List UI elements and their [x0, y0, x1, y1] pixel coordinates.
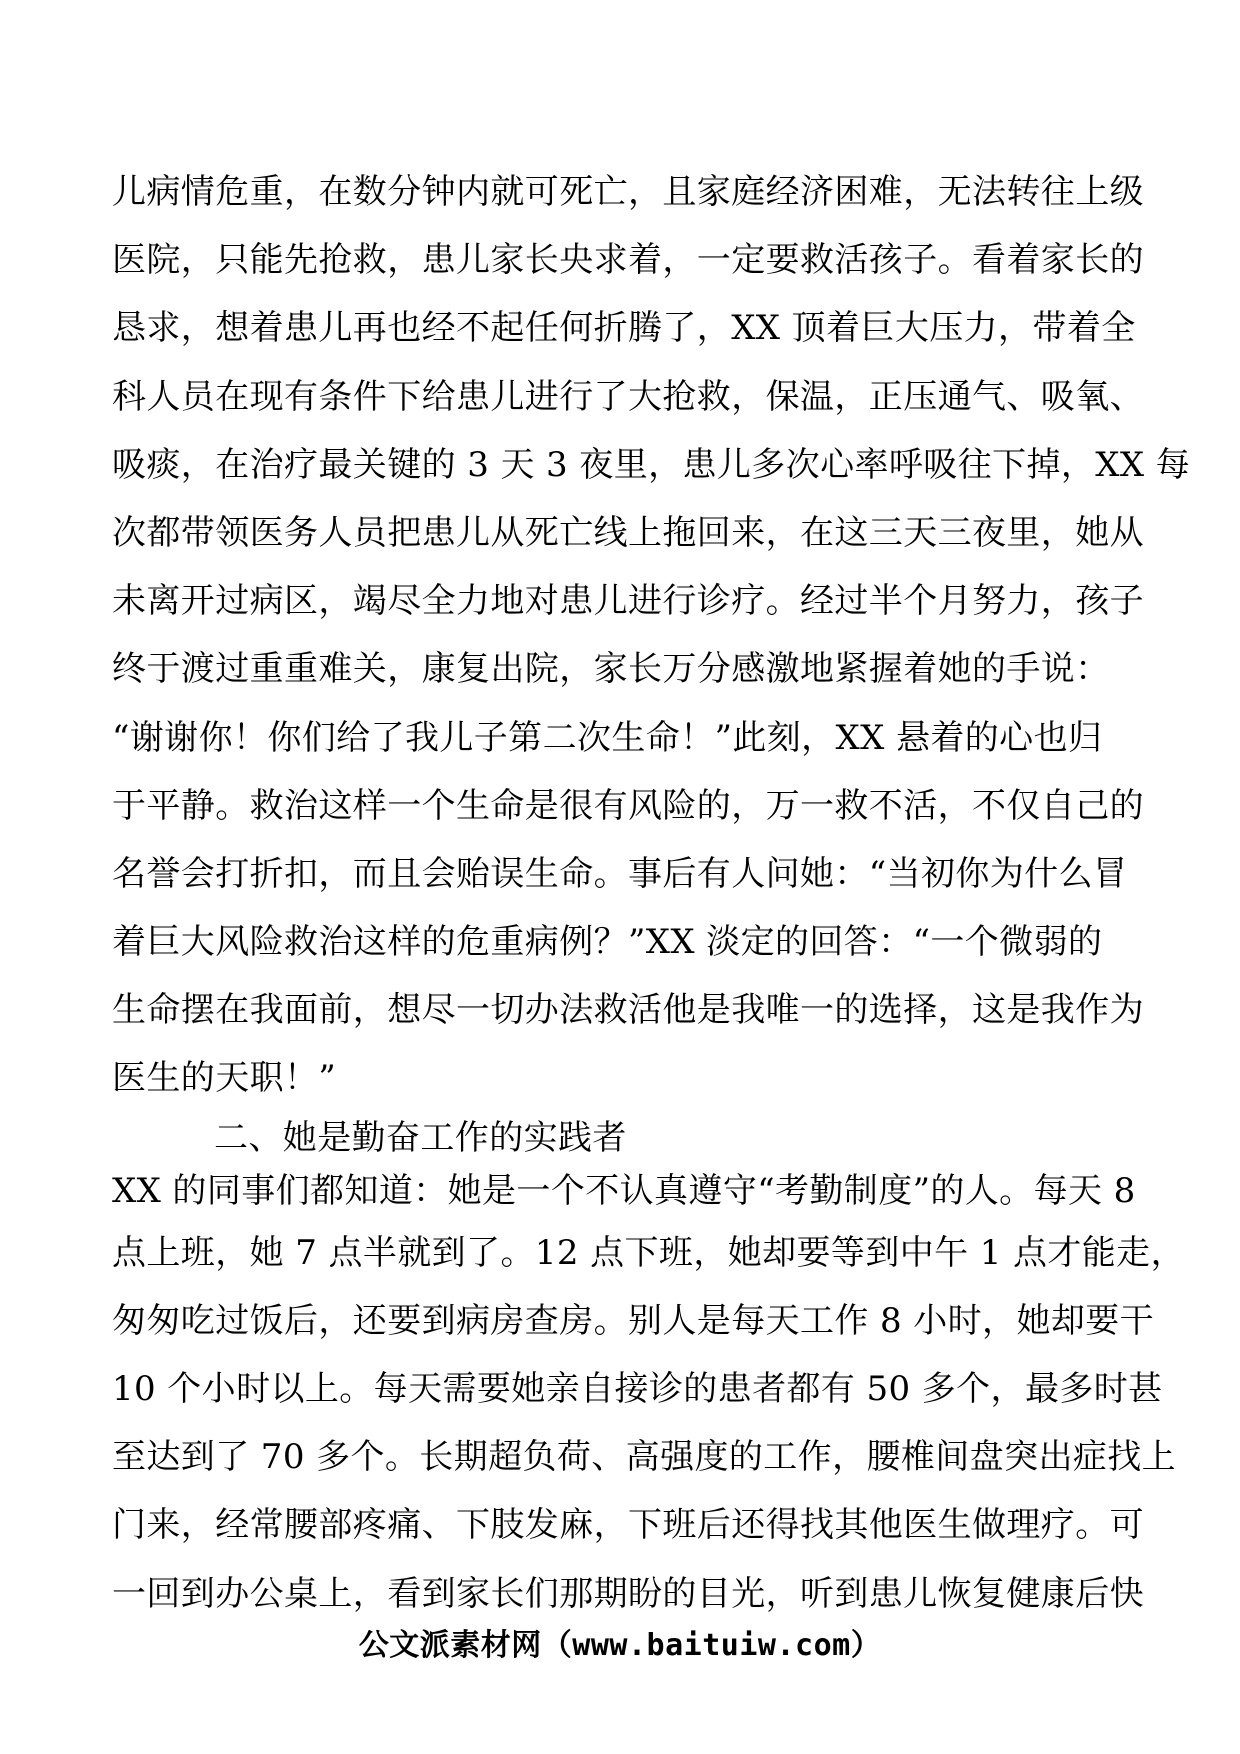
paragraph-line: 恳求，想着患儿再也经不起任何折腾了，XX 顶着巨大压力，带着全 [112, 308, 1136, 349]
section-heading: 二、她是勤奋工作的实践者 [214, 1117, 627, 1158]
paragraph-line: 终于渡过重重难关，康复出院，家长万分感激地紧握着她的手说： [112, 649, 1110, 690]
paragraph-line: 点上班，她 7 点半就到了。12 点下班，她却要等到中午 1 点才能走， [112, 1232, 1185, 1273]
paragraph-line: 未离开过病区，竭尽全力地对患儿进行诊疗。经过半个月努力，孩子 [112, 581, 1144, 622]
paragraph-line: 名誉会打折扣，而且会贻误生命。事后有人问她：“当初你为什么冒 [112, 853, 1128, 894]
paragraph-line: 吸痰，在治疗最关键的 3 天 3 夜里，患儿多次心率呼吸往下掉，XX 每 [112, 444, 1191, 485]
paragraph-line: XX 的同事们都知道：她是一个不认真遵守“考勤制度”的人。每天 8 [112, 1170, 1136, 1211]
paragraph-line: 10 个小时以上。每天需要她亲自接诊的患者都有 50 多个，最多时甚 [112, 1369, 1163, 1409]
footer-site-name: 公文派素材网 [358, 1628, 542, 1663]
document-body [112, 158, 1191, 1628]
paragraph-line: 次都带领医务人员把患儿从死亡线上拖回来，在这三天三夜里，她从 [112, 512, 1144, 553]
paragraph-line: 医生的天职！” [112, 1058, 337, 1099]
paragraph-line: 于平静。救治这样一个生命是很有风险的，万一救不活，不仅自己的 [112, 785, 1144, 826]
paragraph-line: 至达到了 70 多个。长期超负荷、高强度的工作，腰椎间盘突出症找上 [112, 1437, 1177, 1478]
page-footer [0, 1626, 1240, 1666]
paragraph-line: 医院，只能先抢救，患儿家长央求着，一定要救活孩子。看着家长的 [112, 240, 1144, 281]
paragraph-line: 着巨大风险救治这样的危重病例？”XX 淡定的回答：“一个微弱的 [112, 922, 1103, 963]
paragraph-line: 门来，经常腰部疼痛、下肢发麻，下班后还得找其他医生做理疗。可 [112, 1505, 1144, 1546]
paragraph-line: 匆匆吃过饭后，还要到病房查房。别人是每天工作 8 小时，她却要干 [112, 1300, 1155, 1341]
paragraph-line: 一回到办公桌上，看到家长们那期盼的目光，听到患儿恢复健康后快 [112, 1573, 1144, 1614]
footer-url: （www.baituiw.com） [541, 1628, 882, 1663]
paragraph-line: 生命摆在我面前，想尽一切办法救活他是我唯一的选择，这是我作为 [112, 990, 1144, 1031]
paragraph-line: “谢谢你！你们给了我儿子第二次生命！”此刻，XX 悬着的心也归 [112, 717, 1103, 758]
paragraph-line: 科人员在现有条件下给患儿进行了大抢救，保温，正压通气、吸氧、 [112, 376, 1144, 417]
paragraph-line: 儿病情危重，在数分钟内就可死亡，且家庭经济困难，无法转往上级 [112, 172, 1144, 212]
